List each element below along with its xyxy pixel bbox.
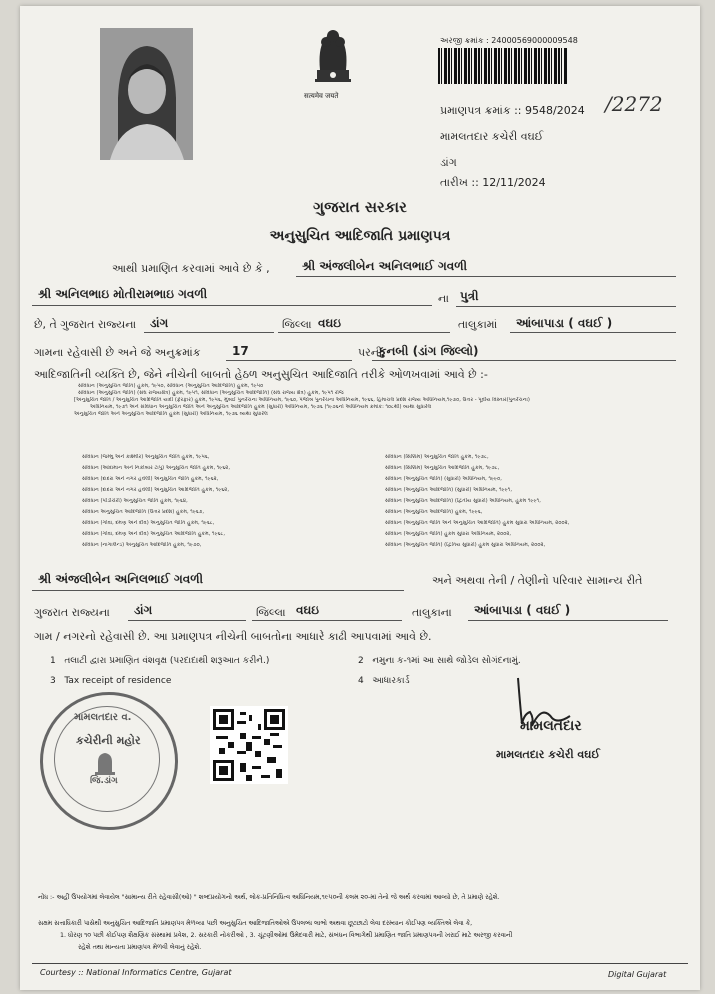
certificate-number-value: 9548/2024 <box>525 104 585 117</box>
certify-label: આથી પ્રમાણિત કરવામાં આવે છે કે , <box>112 262 270 275</box>
qr-code <box>210 706 288 784</box>
district2-label: જિલ્લા <box>256 606 286 619</box>
issuing-office: મામલતદાર કચેરી વઘઈ <box>440 130 544 143</box>
order-left-item: સંવિધાન (જમ્મુ અને કાશ્મીર) અનુસુચિત જાતિ હુકમ, ૧૯૫૬, <box>82 454 210 460</box>
document-item-3 <box>50 676 171 686</box>
taluka2-value: વઘઇ <box>296 603 320 617</box>
certificate-page <box>20 6 700 990</box>
taluka-label: તાલુકામાં <box>458 318 498 331</box>
document-item-number: 3 <box>50 676 56 686</box>
order-right-item: સંવિધાન (અનુસુચિત જાતિ) (સુધારો) અધિનિયમ, ૧૯૯૦, <box>385 476 502 482</box>
seal-emblem-icon <box>90 750 120 776</box>
footer-divider <box>32 963 688 964</box>
order-right-item: સંવિધાન (અનુસુચિત જાતિ અને અનુસુચિત આદિજાતિ) હુકમ સુધારા અધિનિયમ, ૨૦૦૨, <box>385 520 570 526</box>
note-1: નોંધ :- અહીં ઉપયોગમાં લેવાયેલ "સામાન્ય રીતે રહેવાસી(ઓ) " શબ્દપ્રયોગનો અર્થ, લોક-પ્રતિનિધિત્વ અધિનિયમ,૧૯૫૦ની કલમ ૨૦-માં તેનો જે અર્થ કરવામાં આવ્યો છે, તે પ્રમાણે રહેશે. <box>38 894 500 901</box>
emblem-caption: सत्यमेव जयते <box>304 92 339 100</box>
application-number-value: 24000569000009548 <box>491 36 578 45</box>
order-left-item: સંવિધાન (ગોવા, દમણ અને દીવ) અનુસુચિત આદિજાતિ હુકમ, ૧૯૬૮, <box>82 531 226 537</box>
village-value: આંબાપાડા ( વઘઈ ) <box>516 316 613 330</box>
resident-label: છે, તે ગુજરાત રાજ્યના <box>34 318 137 331</box>
certificate-title: અનુસુચિત આદિજાતિ પ્રમાણપત્ર <box>269 228 451 244</box>
certificate-number <box>440 104 585 118</box>
order-right-item: સંવિધાન (અનુસુચિત આદિજાતિ) (સુધારો) અધિનિયમ, ૧૯૯૧, <box>385 487 512 493</box>
document-item-1 <box>50 656 269 666</box>
signature-title: મામલતદાર <box>520 718 582 734</box>
order-line: અનુસુચિત જાતિ અને અનુસુચિત આદિજાતિ હુકમ (સુધારો) અધિનિયમ, ૧૯૭૬ વ્યથા સુધારેલ <box>74 411 268 417</box>
order-right-item: સંવિધાન (અનુસુચિત આદિજાતિ) (દ્વિતીય સુધારો) અધિનિયમ, હુકમ ૧૯૯૧, <box>385 498 541 504</box>
seal-text-middle: કચેરીની મહોર <box>76 734 141 747</box>
seal-text-top: મામલતદાર વ. <box>74 712 132 723</box>
order-left-item: સંવિધાન (ગોવા, દમણ અને દીવ) અનુસુચિત જાતિ હુકમ, ૧૯૬૮, <box>82 520 215 526</box>
footer-courtesy: Courtesy :: National Informatics Centre, Gujarat <box>40 968 232 977</box>
village-line-label: ગામના રહેવાસી છે અને જે અનુક્રમાંક <box>34 346 201 359</box>
taluka2-label: તાલુકાના <box>412 606 452 619</box>
document-item-number: 1 <box>50 656 56 666</box>
orders-left-column <box>82 454 372 553</box>
issue-date-label: તારીખ :: <box>440 176 479 189</box>
order-left-item: સંવિધાન (પોંડીચેરી) અનુસુચિત જાતિ હુકમ, ૧૯૬૪, <box>82 498 188 504</box>
order-left-item: સંવિધાન (દાદરા અને નગર હવેલી) અનુસુચિત આદિજાતિ હુકમ, ૧૯૬૨, <box>82 487 229 493</box>
order-right-item: સંવિધાન (અનુસુચિત જાતિ) (દ્વિતિય સુધારો) હુકમ સુધારા અધિનિયમ, ૨૦૦૨, <box>385 542 546 548</box>
issuing-district: ડાંગ <box>440 156 457 169</box>
issue-date <box>440 176 546 190</box>
document-item-number: 4 <box>358 676 364 686</box>
document-item-text: નમુના ક-૧માં આ સાથે જોડેલ સોગંદનામું. <box>372 656 521 666</box>
order-right-item: સંવિધાન (અનુસુચિત જાતિ) હુકમ સુધારા અધિનિયમ, ૨૦૦૨, <box>385 531 512 537</box>
order-left-item: સંવિધાન (દાદરા અને નગર હવેલી) અનુસુચિત જાતિ હુકમ, ૧૯૬૨, <box>82 476 219 482</box>
document-item-text: Tax receipt of residence <box>64 676 172 686</box>
order-left-item: સંવિધાન (નાગાલેન્ડ) અનુસુચિત આદિજાતિ હુકમ, ૧૯૭૦, <box>82 542 202 548</box>
order-line: સંવિધાન (અનુસુચિત જાતિ) હુકમ, ૧૯૫૦, સંવિધાન (અનુસુચિત આદિજાતિ) હુકમ, ૧૯૫૦ <box>78 383 264 389</box>
relation: પુત્રી <box>460 289 479 303</box>
order-right-item: સંવિધાન (સિક્કિમ) અનુસુચિત આદિજાતિ હુકમ, ૧૯૭૮, <box>385 465 500 471</box>
document-item-4 <box>358 676 410 686</box>
note-4: રહેશે તથા માન્યતા પ્રમાણપત્ર મેળવી લેવાનું રહેશે. <box>78 944 202 951</box>
application-number <box>440 36 578 46</box>
order-right-item: સંવિધાન (સિક્કિમ) અનુસુચિત જાતિ હુકમ, ૧૯૭૮, <box>385 454 489 460</box>
note-2: સક્ષમ સત્તાધિકારી પાસેથી અનુસુચિત આદિજાતિ પ્રમાણપત્ર મેળવ્યા પછી અનુસુચિત આદિજાતિઓએ ઉપલબ્ધ લાભો અથવા છૂટછાટો લેવા દરમ્યાન કોઈપણ વ્યક્તિએ લેવા કે, <box>38 920 473 927</box>
district-value: ડાંગ <box>150 316 169 330</box>
document-item-text: તલાટી દ્વારા પ્રમાણિત વંશવૃક્ષ (પરદાદાથી શરૂઆત કરીને.) <box>64 656 270 666</box>
state-label: ગુજરાત રાજ્યના <box>34 606 110 619</box>
barcode <box>438 48 568 84</box>
signature-office: મામલતદાર કચેરી વઘઈ <box>496 748 600 761</box>
tribe-name: કુનબી (ડાંગ જિલ્લો) <box>378 344 479 358</box>
handwritten-number: /2272 <box>605 92 663 116</box>
application-number-label: અરજી ક્રમાંક : <box>440 36 489 45</box>
orders-right-column <box>385 454 685 553</box>
order-left-item: સંવિધાન (આંદામાન અને નિકોબાર ટાપુ) અનુસુચિત જાતિ હુકમ, ૧૯૬૨, <box>82 465 230 471</box>
order-left-item: સંવિધાન અનુસુચિત આદિજાતિ (ઉત્તર પ્રદેશ) હુકમ, ૧૯૬૭, <box>82 509 205 515</box>
seal-text-bottom: જિ.ડાંગ <box>90 776 118 786</box>
applicant-name: શ્રી અંજલીબેન અનિલભાઈ ગવળી <box>302 259 468 273</box>
orders-list <box>74 383 698 418</box>
ashoka-emblem <box>304 20 358 100</box>
document-item-text: આધારકાર્ડ <box>372 676 410 686</box>
government-title: ગુજરાત સરકાર <box>313 198 407 216</box>
serial-number: 17 <box>232 344 249 358</box>
family-label: અને અથવા તેની / તેણીનો પરિવાર સામાન્ય રીતે <box>432 574 643 587</box>
issue-date-value: 12/11/2024 <box>482 176 546 189</box>
village2-value: આંબાપાડા ( વઘઈ ) <box>474 603 571 617</box>
taluka-value: વઘઇ <box>318 316 342 330</box>
footer-brand: Digital Gujarat <box>608 970 667 979</box>
order-line: [અનુસુચિત જાતિ / અનુસુચિત આદિજાતિ યાદી (ફેરફાર) હુકમ, ૧૯૫૬, મુંબઈ પુનર્રચના અધિનિયમ, ૧૯૬૦, પંજાબ પુનર્રચના અધિનિયમ, ૧૯૬૬, હિમાચલ પ્રદેશ રાજ્ય અધિનિયમ,૧૯૭૦, ઉત્તર - પૂર્વીય વિસ્તાર(પુનર્રચના) <box>74 397 530 403</box>
father-name: શ્રી અનિલભાઇ મોતીરામભાઇ ગવળી <box>38 287 208 301</box>
order-line: અધિનિયમ, ૧૯૭૧ અને સંવિધાન અનુસુચિત જાતિ અને અનુસુચિત આદિજાતિ હુકમ (સુધારો) અધિનિયમ, ૧૯૭૬ (૧૯૭૬નો અધિનિયમ ક્રમાંક: ૧૦૮થી) વ્યથા સુધારેલ <box>90 404 432 410</box>
na-label: ના <box>438 292 449 305</box>
applicant-name-repeat: શ્રી અંજલીબેન અનિલભાઈ ગવળી <box>38 572 204 586</box>
serial-suffix: પરની <box>358 346 383 359</box>
order-right-item: સંવિધાન (અનુસુચિત આદિજાતિ) હુકમ, ૧૯૯૬, <box>385 509 483 515</box>
applicant-photo <box>100 28 193 160</box>
note-3: 1. ધોરણ ૧૦ પછી કોઈપણ શૈક્ષણિક સંસ્થામાં પ્રવેશ, 2. સરકારી નોકરીઓ , 3. ચૂંટણીઓમાં ઉમેદવારી માટે, સંબંધન વિભાગેથી પ્રમાણિત જાતિ પ્રમાણપત્રની ખરાઈ માટે અરજી કરવાની <box>60 932 513 939</box>
order-line: સંવિધાન (અનુસુચિત જાતિ) (સંઘ રાજ્યક્ષેત્ર) હુકમ, ૧૯૫૧, સંવિધાન (અનુસુચિત આદિજાતિ) (સંઘ રાજ્ય ક્ષેત્ર) હુકમ, ૧૯૫૧ રોજ <box>78 390 344 396</box>
document-item-2 <box>358 656 521 666</box>
district-label: જિલ્લા <box>282 318 312 331</box>
tribe-recognition-line: આદિજાતિની વ્યક્તિ છે, જેને નીચેની બાબતો હેઠળ અનુસુચિત આદિજાતિ તરીકે ઓળખવામાં આવે છે :- <box>34 368 488 381</box>
district2-value: ડાંગ <box>134 603 153 617</box>
certificate-number-label: પ્રમાણપત્ર ક્રમાંક :: <box>440 104 522 117</box>
basis-line: ગામ / નગરનો રહેવાસી છે. આ પ્રમાણપત્ર નીચેની બાબતોના આધારે કાઢી આપવામાં આવે છે. <box>34 630 432 643</box>
document-item-number: 2 <box>358 656 364 666</box>
